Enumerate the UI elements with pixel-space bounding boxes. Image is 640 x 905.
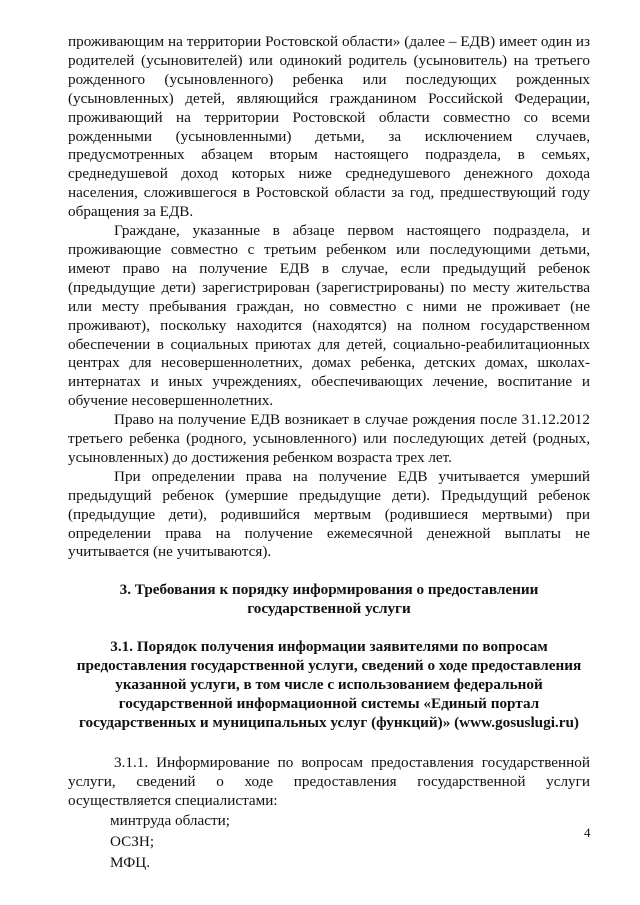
page-number: 4 [584, 825, 591, 840]
section-3-heading: 3. Требования к порядку информирования о предоставлении государственной услуги [119, 581, 539, 618]
paragraph-deceased-children: При определении права на получение ЕДВ учитывается умерший предыдущий ребенок (умершие предыдущие дети). Предыдущий ребенок (предыдущие дети), родившийся мертвым (родившиеся мертвыми) при определении права на получение ежемесячной денежной выплаты не учитывается (не учитываются). [68, 467, 590, 561]
paragraph-citizens-rights: Граждане, указанные в абзаце первом настоящего подраздела, и проживающие совместно с третьим ребенком или последующими детьми, имеют право на получение ЕДВ в случае, если предыдущий ребенок (предыдущие дети) зарегистрирован (зарегистрированы) по месту жительства или месту пребывания граждан, но совместно с ними не проживает (не проживают), поскольку находится (находятся) на полном государственном обеспечении в социальных приютах для детей, социально-реабилитационных центрах для несовершеннолетних, домах ребенка, детских домах, школах-интернатах и иных учреждениях, обеспечивающих лечение, воспитание и обучение несовершеннолетних. [68, 222, 590, 410]
paragraph-right-origin: Право на получение ЕДВ возникает в случае рождения после 31.12.2012 третьего ребенка (родного, усыновленного) или последующих детей (родных, усыновленных) до достижения ребенком возраста трех лет. [68, 411, 590, 466]
list-item: МФЦ. [110, 854, 151, 872]
paragraph-3-1-1: 3.1.1. Информирование по вопросам предоставления государственной услуги, сведений о ходе предоставления государственной услуги осуществляется специалистами: [68, 753, 590, 809]
document-page [68, 33, 590, 873]
paragraph-edv-eligibility: проживающим на территории Ростовской области» (далее – ЕДВ) имеет один из родителей (усыновителей) или одинокий родитель (усыновитель) на третьего рожденного (усыновленного) ребенка или последующих рожденных (усыновленных) детей, являющийся гражданином Российской Федерации, проживающий на территории Ростовской области совместно со всеми рожденными (усыновленными) детьми, за исключением случаев, предусмотренных абзацем вторым настоящего подраздела, в семьях, среднедушевой доход которых ниже среднедушевого денежного дохода населения, сложившегося в Ростовской области за год, предшествующий году обращения за ЕДВ. [68, 33, 590, 221]
list-item: минтруда области; [110, 812, 230, 830]
list-item: ОСЗН; [110, 833, 155, 851]
section-3-1-heading: 3.1. Порядок получения информации заявителями по вопросам предоставления государственной услуги, сведений о ходе предоставления указанной услуги, в том числе с использованием федеральной государственной информационной системы «Единый портал государственных и муниципальных услуг (функций)» (www.gosuslugi.ru) [76, 638, 582, 731]
